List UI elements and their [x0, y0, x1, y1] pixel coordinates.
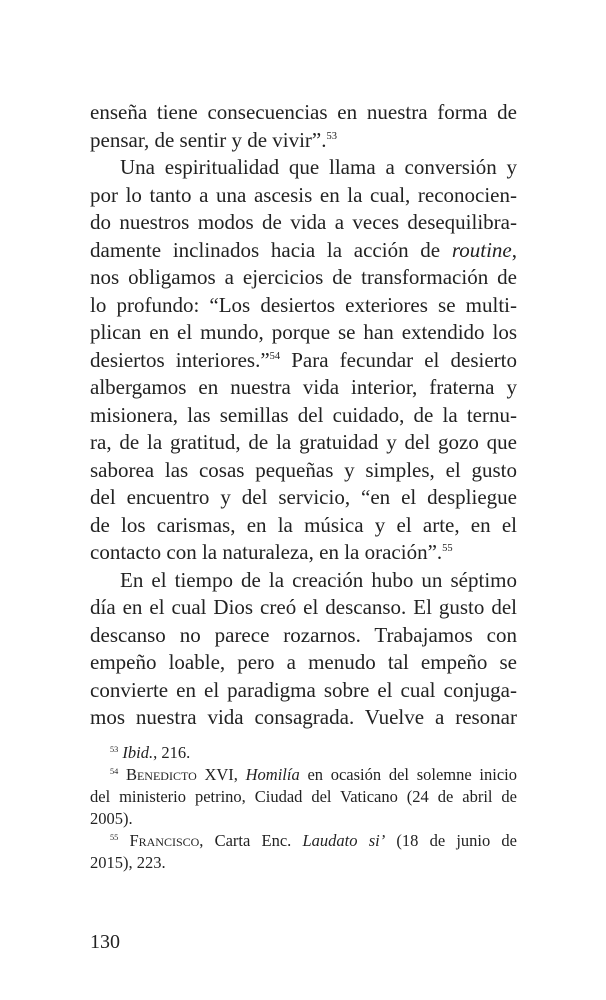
- text-run: albergamos en nuestra vida interior, fraterna y: [90, 375, 517, 399]
- footnote-line: [90, 786, 517, 808]
- text-line: [90, 347, 517, 375]
- footnote-line: [90, 764, 517, 786]
- text-run: 2015), 223.: [90, 853, 166, 872]
- text-line: [90, 154, 517, 182]
- text-line: [90, 99, 517, 127]
- text-run: Benedicto: [125, 765, 197, 784]
- text-run: , Carta Enc.: [199, 831, 303, 850]
- text-line: [90, 484, 517, 512]
- text-run: Francisco: [129, 831, 200, 850]
- text-run: XVI,: [196, 765, 246, 784]
- text-line: [90, 292, 517, 320]
- footnote-marker: 54: [269, 350, 281, 362]
- text-line: [90, 237, 517, 265]
- text-run: del ministerio petrino, Ciudad del Vaticano (24 de abril de: [90, 787, 517, 806]
- text-line: [90, 319, 517, 347]
- footnote-marker: 53: [110, 744, 119, 754]
- text-run: lo profundo: “Los desiertos exteriores se multi-: [90, 292, 517, 317]
- text-line: [90, 677, 517, 705]
- text-run: ra, de la gratitud, de la gratuidad y del gozo que: [90, 430, 517, 454]
- footnote-marker: 55: [110, 832, 119, 842]
- page-number: 130: [90, 931, 120, 953]
- text-run: del encuentro y del servicio, “en el despliegue: [90, 485, 517, 509]
- text-run: plican en el mundo, porque se han extendido los: [90, 320, 517, 344]
- text-line: [90, 704, 517, 732]
- text-run: (18 de junio de: [385, 831, 518, 850]
- text-run: Laudato si’: [302, 831, 386, 850]
- text-run: convierte en el paradigma sobre el cual conjuga-: [90, 677, 517, 702]
- footnote: [90, 830, 517, 874]
- paragraph: [90, 99, 517, 154]
- text-line: [90, 512, 517, 540]
- footnote-line: [90, 808, 517, 830]
- body-text: [90, 99, 517, 732]
- text-line: [90, 457, 517, 485]
- text-line: [90, 539, 517, 567]
- text-run: desiertos interiores.”: [90, 347, 270, 372]
- text-run: routine: [451, 237, 512, 262]
- text-line: [90, 594, 517, 622]
- text-line: [90, 127, 517, 155]
- text-run: día en el cual Dios creó el descanso. El gusto del: [90, 595, 517, 619]
- text-run: [118, 765, 126, 784]
- footnote: [90, 742, 517, 764]
- text-run: en ocasión del solemne inicio: [299, 765, 518, 784]
- text-line: [90, 209, 517, 237]
- text-run: por lo tanto a una ascesis en la cual, reconocien-: [90, 182, 517, 207]
- text-run: nos obligamos a ejercicios de transformación de: [90, 265, 517, 289]
- text-run: Para fecundar el desierto: [280, 347, 517, 372]
- text-line: [90, 264, 517, 292]
- footnotes: [90, 742, 517, 874]
- text-line: [90, 402, 517, 430]
- text-run: , 216.: [153, 743, 191, 762]
- text-run: saborea las cosas pequeñas y simples, el gusto: [90, 457, 517, 482]
- text-run: contacto con la naturaleza, en la oración”.: [90, 540, 443, 564]
- text-run: damente inclinados hacia la acción de: [90, 237, 452, 262]
- text-line: [90, 622, 517, 650]
- text-line: [90, 182, 517, 210]
- text-run: ,: [511, 237, 517, 262]
- text-run: mos nuestra vida consagrada. Vuelve a resonar: [90, 705, 517, 729]
- footnote-marker: 54: [110, 766, 119, 776]
- text-run: enseña tiene consecuencias en nuestra forma de: [90, 100, 517, 124]
- text-run: do nuestros modos de vida a veces desequilibra-: [90, 210, 517, 234]
- text-run: de los carismas, en la música y el arte, en el: [90, 512, 517, 537]
- text-run: Homilía: [245, 765, 300, 784]
- text-run: En el tiempo de la creación hubo un séptimo: [120, 567, 517, 592]
- text-run: empeño loable, pero a menudo tal empeño se: [90, 650, 517, 674]
- footnote-line: [90, 742, 517, 764]
- footnote-marker: 55: [442, 543, 453, 555]
- text-line: [90, 374, 517, 402]
- paragraph: [90, 567, 517, 732]
- paragraph: [90, 154, 517, 567]
- text-run: Una espiritualidad que llama a conversión y: [120, 155, 517, 179]
- text-run: pensar, de sentir y de vivir”.: [90, 127, 327, 152]
- text-line: [90, 567, 517, 595]
- text-run: descanso no parece rozarnos. Trabajamos con: [90, 622, 517, 647]
- text-run: misionera, las semillas del cuidado, de la ternu-: [90, 402, 517, 427]
- text-run: [118, 831, 129, 850]
- footnote-marker: 53: [326, 130, 337, 142]
- footnote-line: [90, 852, 517, 874]
- text-run: 2005).: [90, 809, 133, 828]
- text-run: Ibid.: [122, 743, 154, 762]
- text-line: [90, 649, 517, 677]
- text-line: [90, 429, 517, 457]
- footnote-line: [90, 830, 517, 852]
- footnote: [90, 764, 517, 830]
